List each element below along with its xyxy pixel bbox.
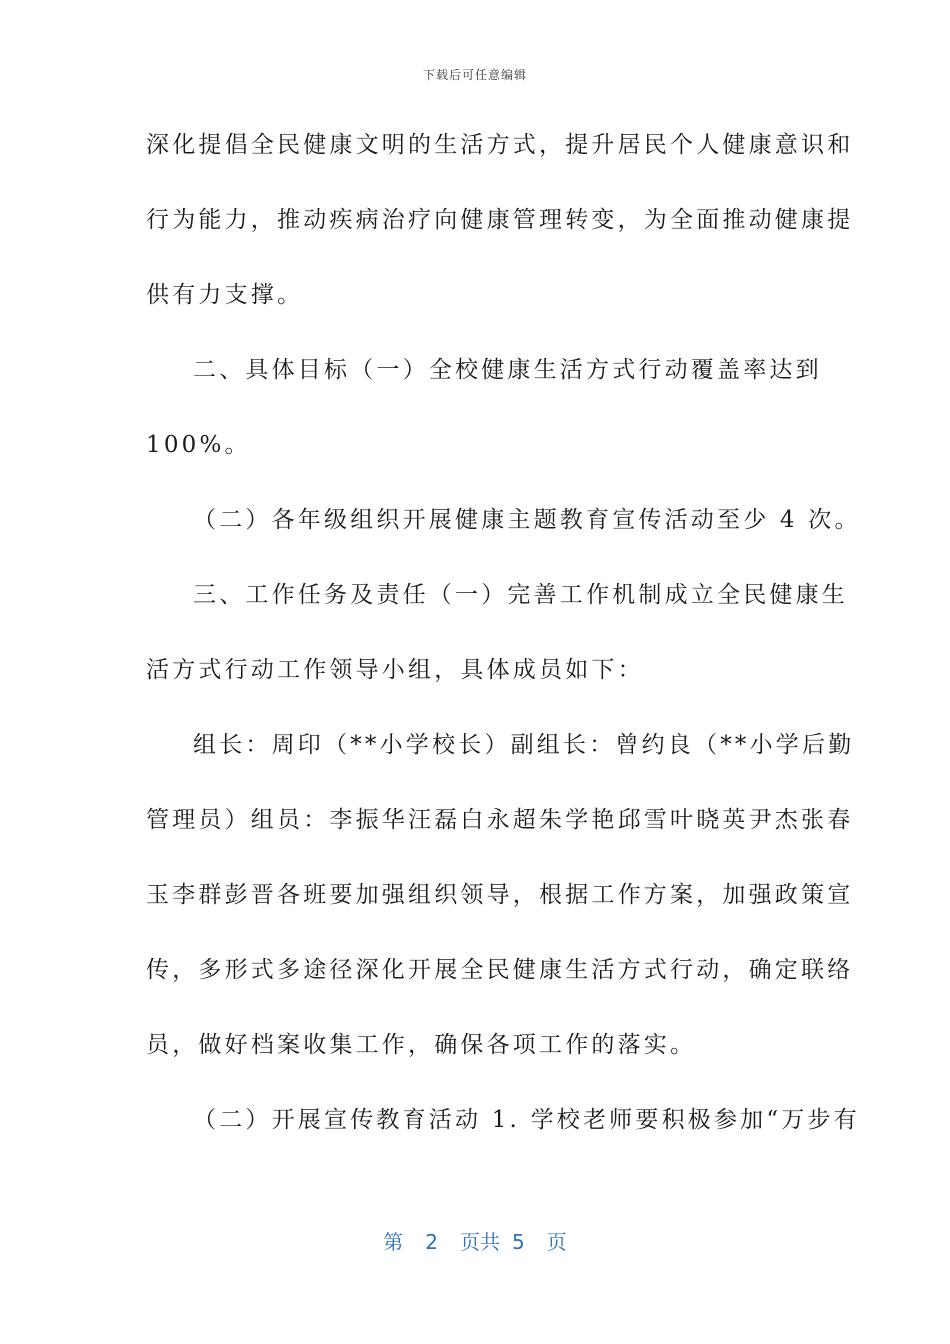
footer-middle: 页共	[460, 1230, 500, 1254]
body-line-3: 供有力支撑。	[146, 282, 304, 308]
body-line-11: 玉李群彭晋各班要加强组织领导，根据工作方案，加强政策宣	[146, 882, 854, 908]
body-line-10: 管理员）组员：李振华汪磊白永超朱学艳邱雪叶晓英尹杰张春	[146, 807, 854, 833]
footer-suffix: 页	[546, 1230, 567, 1254]
body-line-14: （二）开展宣传教育活动 1. 学校老师要积极参加“万步有	[193, 1107, 860, 1133]
body-line-12: 传，多形式多途径深化开展全民健康生活方式行动，确定联络	[146, 957, 854, 983]
body-line-8: 活方式行动工作领导小组，具体成员如下：	[146, 657, 644, 683]
footer-current-page: 2	[425, 1230, 438, 1254]
body-line-4: 二、具体目标（一）全校健康生活方式行动覆盖率达到	[193, 357, 822, 383]
body-line-13: 员，做好档案收集工作，确保各项工作的落实。	[146, 1032, 697, 1058]
body-line-1: 深化提倡全民健康文明的生活方式，提升居民个人健康意识和	[146, 132, 854, 158]
body-line-7: 三、工作任务及责任（一）完善工作机制成立全民健康生	[193, 582, 848, 608]
footer-total-pages: 5	[512, 1230, 525, 1254]
body-line-9: 组长：周印（**小学校长）副组长：曾约良（**小学后勤	[193, 732, 855, 758]
header-note: 下载后可任意编辑	[422, 68, 527, 82]
footer-prefix: 第	[383, 1230, 404, 1254]
body-line-5: 100%。	[146, 432, 251, 458]
page-footer	[0, 1226, 950, 1255]
body-line-2: 行为能力，推动疾病治疗向健康管理转变，为全面推动健康提	[146, 207, 854, 233]
body-line-6: （二）各年级组织开展健康主题教育宣传活动至少 4 次。	[193, 507, 861, 533]
